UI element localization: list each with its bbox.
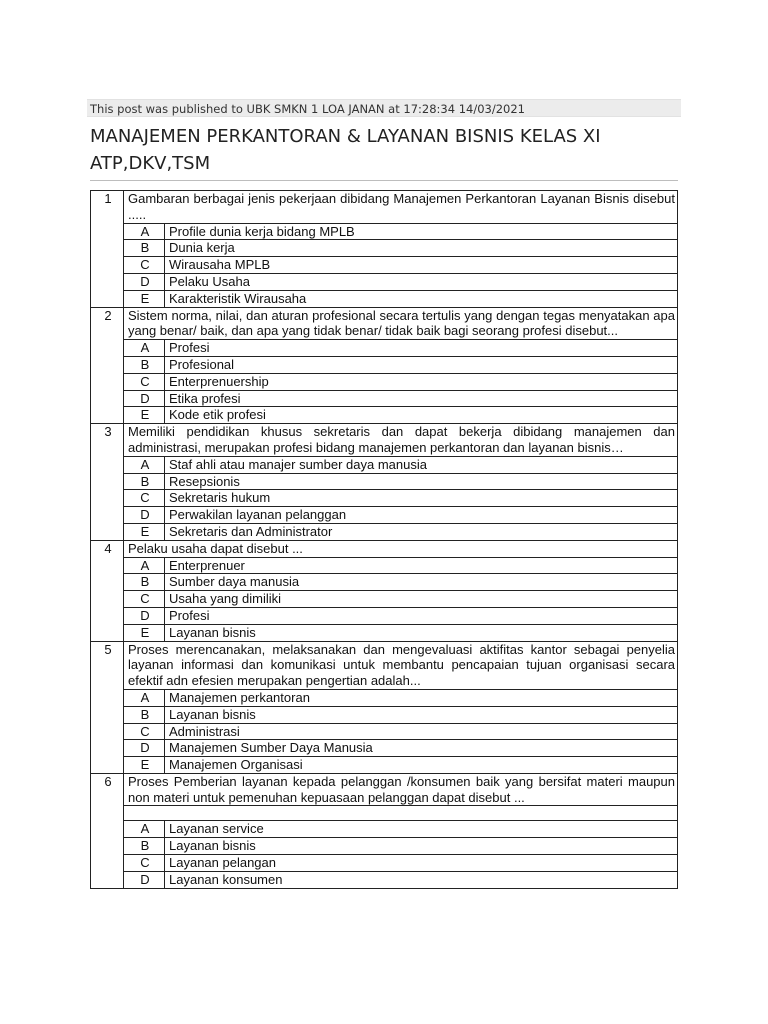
- question-row: [91, 773, 678, 806]
- question-spacer: [124, 806, 678, 821]
- option-letter: D: [124, 507, 165, 524]
- option-row: [91, 591, 678, 608]
- option-text: Wirausaha MPLB: [165, 257, 678, 274]
- option-row: [91, 855, 678, 872]
- option-text: Etika profesi: [165, 390, 678, 407]
- question-number: 6: [91, 773, 124, 888]
- option-letter: D: [124, 740, 165, 757]
- option-text: Sumber daya manusia: [165, 574, 678, 591]
- option-text: Karakteristik Wirausaha: [165, 290, 678, 307]
- option-text: Dunia kerja: [165, 240, 678, 257]
- option-row: [91, 407, 678, 424]
- option-letter: E: [124, 290, 165, 307]
- option-text: Usaha yang dimiliki: [165, 591, 678, 608]
- option-text: Enterprenuer: [165, 557, 678, 574]
- question-text: Sistem norma, nilai, dan aturan profesional secara tertulis yang dengan tegas menyatakan apa yang benar/ baik, dan apa yang tidak benar/ tidak baik bagi seorang profesi disebut...: [124, 307, 678, 340]
- option-letter: B: [124, 574, 165, 591]
- question-text: Memiliki pendidikan khusus sekretaris dan dapat bekerja dibidang manajemen dan administrasi, merupakan profesi bidang manajemen perkantoran dan layanan bisnis…: [124, 424, 678, 457]
- option-row: [91, 257, 678, 274]
- publish-info-bar: This post was published to UBK SMKN 1 LOA JANAN at 17:28:34 14/03/2021: [87, 99, 681, 117]
- option-row: [91, 356, 678, 373]
- option-text: Sekretaris dan Administrator: [165, 523, 678, 540]
- option-letter: E: [124, 523, 165, 540]
- option-row: [91, 821, 678, 838]
- option-letter: C: [124, 855, 165, 872]
- option-row: [91, 456, 678, 473]
- post-title: MANAJEMEN PERKANTORAN & LAYANAN BISNIS KELAS XI ATP,DKV,TSM: [90, 126, 601, 174]
- option-letter: E: [124, 757, 165, 774]
- option-row: [91, 838, 678, 855]
- quiz-body: [91, 191, 678, 889]
- question-text: Gambaran berbagai jenis pekerjaan dibidang Manajemen Perkantoran Layanan Bisnis disebut .....: [124, 191, 678, 224]
- option-row: [91, 557, 678, 574]
- option-text: Profesi: [165, 340, 678, 357]
- option-row: [91, 757, 678, 774]
- option-text: Layanan service: [165, 821, 678, 838]
- option-letter: C: [124, 723, 165, 740]
- question-number: 1: [91, 191, 124, 308]
- option-row: [91, 507, 678, 524]
- option-row: [91, 490, 678, 507]
- option-text: Kode etik profesi: [165, 407, 678, 424]
- option-letter: B: [124, 240, 165, 257]
- option-row: [91, 689, 678, 706]
- option-row: [91, 390, 678, 407]
- option-text: Sekretaris hukum: [165, 490, 678, 507]
- option-letter: B: [124, 838, 165, 855]
- option-row: [91, 723, 678, 740]
- option-letter: E: [124, 624, 165, 641]
- option-row: [91, 240, 678, 257]
- option-letter: B: [124, 356, 165, 373]
- option-letter: C: [124, 591, 165, 608]
- option-letter: D: [124, 607, 165, 624]
- option-text: Manajemen Sumber Daya Manusia: [165, 740, 678, 757]
- option-letter: D: [124, 871, 165, 888]
- question-row: [91, 424, 678, 457]
- option-text: Layanan bisnis: [165, 706, 678, 723]
- quiz-table: [90, 190, 678, 889]
- option-letter: B: [124, 473, 165, 490]
- option-text: Layanan bisnis: [165, 624, 678, 641]
- option-letter: B: [124, 706, 165, 723]
- option-row: [91, 223, 678, 240]
- option-row: [91, 871, 678, 888]
- option-text: Layanan pelangan: [165, 855, 678, 872]
- question-text: Proses Pemberian layanan kepada pelanggan /konsumen baik yang bersifat materi maupun non materi untuk pemenuhan kepuasaan pelanggan dapat disebut ...: [124, 773, 678, 806]
- option-text: Profile dunia kerja bidang MPLB: [165, 223, 678, 240]
- option-letter: A: [124, 340, 165, 357]
- option-letter: D: [124, 390, 165, 407]
- question-number: 4: [91, 540, 124, 641]
- option-letter: C: [124, 257, 165, 274]
- option-letter: A: [124, 821, 165, 838]
- option-letter: A: [124, 557, 165, 574]
- option-letter: C: [124, 373, 165, 390]
- option-text: Layanan bisnis: [165, 838, 678, 855]
- option-row: [91, 290, 678, 307]
- option-text: Layanan konsumen: [165, 871, 678, 888]
- option-row: [91, 340, 678, 357]
- option-row: [91, 607, 678, 624]
- option-letter: C: [124, 490, 165, 507]
- option-letter: E: [124, 407, 165, 424]
- option-row: [91, 473, 678, 490]
- question-row: [91, 540, 678, 557]
- option-row: [91, 574, 678, 591]
- option-row: [91, 523, 678, 540]
- option-text: Administrasi: [165, 723, 678, 740]
- option-text: Manajemen Organisasi: [165, 757, 678, 774]
- option-letter: A: [124, 689, 165, 706]
- option-text: Perwakilan layanan pelanggan: [165, 507, 678, 524]
- option-text: Profesional: [165, 356, 678, 373]
- option-letter: A: [124, 456, 165, 473]
- option-letter: A: [124, 223, 165, 240]
- question-row: [91, 307, 678, 340]
- option-row: [91, 373, 678, 390]
- option-row: [91, 740, 678, 757]
- option-letter: D: [124, 273, 165, 290]
- question-row: [91, 191, 678, 224]
- question-text: Pelaku usaha dapat disebut ...: [124, 540, 678, 557]
- option-row: [91, 273, 678, 290]
- question-number: 2: [91, 307, 124, 424]
- question-text: Proses merencanakan, melaksanakan dan mengevaluasi aktifitas kantor sebagai penyelia layanan informasi dan komunikasi untuk membantu pencapaian tujuan organisasi secara efektif adn efesien merupakan pengertian adalah...: [124, 641, 678, 689]
- question-row: [91, 641, 678, 689]
- question-number: 3: [91, 424, 124, 541]
- option-text: Resepsionis: [165, 473, 678, 490]
- option-row: [91, 706, 678, 723]
- question-number: 5: [91, 641, 124, 773]
- question-spacer-row: [91, 806, 678, 821]
- option-text: Pelaku Usaha: [165, 273, 678, 290]
- title-divider: [90, 180, 678, 181]
- option-text: Profesi: [165, 607, 678, 624]
- option-text: Enterprenuership: [165, 373, 678, 390]
- option-row: [91, 624, 678, 641]
- option-text: Staf ahli atau manajer sumber daya manusia: [165, 456, 678, 473]
- option-text: Manajemen perkantoran: [165, 689, 678, 706]
